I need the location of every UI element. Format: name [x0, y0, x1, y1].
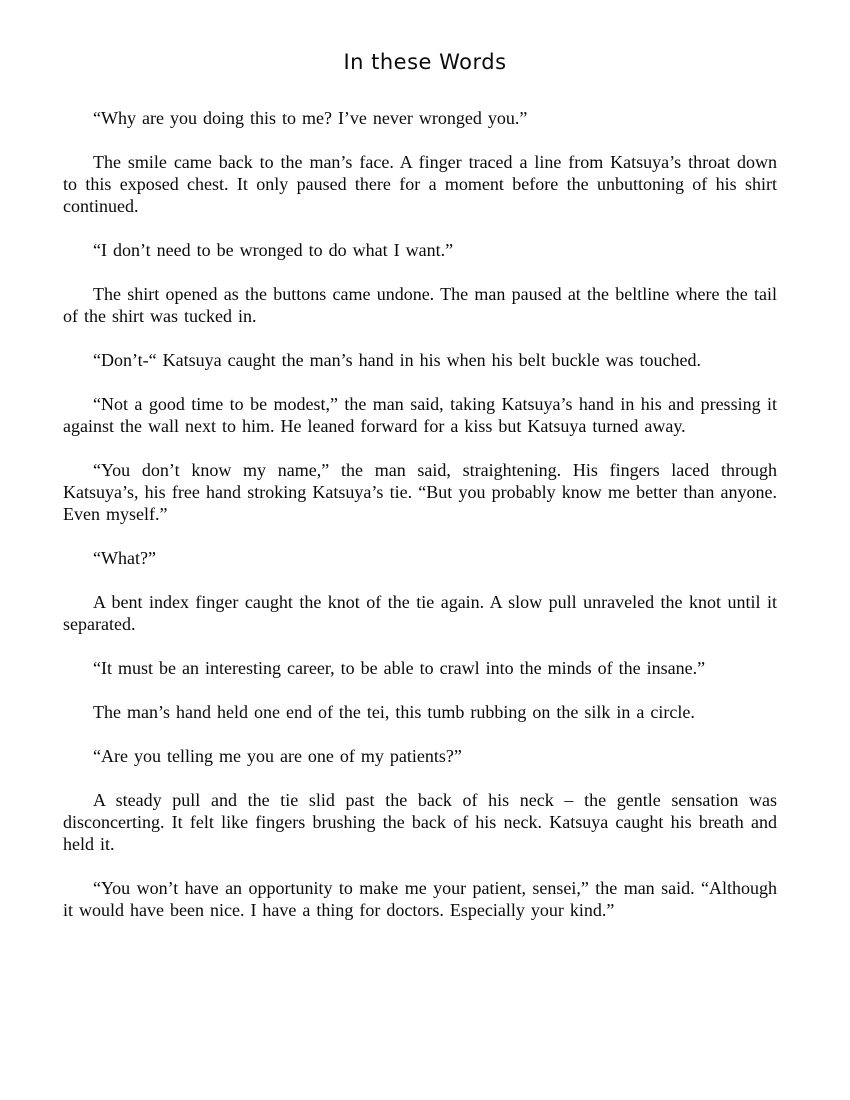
- story-paragraph: The shirt opened as the buttons came undone. The man paused at the beltline where the tail of the shirt was tucked in.: [63, 284, 777, 326]
- story-title: In these Words: [343, 50, 507, 74]
- story-paragraph: A bent index finger caught the knot of the tie again. A slow pull unraveled the knot until it separated.: [63, 592, 777, 634]
- story-body: [0, 107, 777, 921]
- story-paragraph: The smile came back to the man’s face. A finger traced a line from Katsuya’s throat down to this exposed chest. It only paused there for a moment before the unbuttoning of his shirt continued.: [63, 152, 777, 216]
- story-paragraph: “Are you telling me you are one of my patients?”: [93, 746, 462, 766]
- story-paragraph: “Why are you doing this to me? I’ve never wronged you.”: [93, 108, 528, 128]
- story-paragraph: A steady pull and the tie slid past the back of his neck – the gentle sensation was disconcerting. It felt like fingers brushing the back of his neck. Katsuya caught his breath and held it.: [63, 790, 777, 854]
- story-paragraph: “It must be an interesting career, to be able to crawl into the minds of the insane.”: [93, 658, 706, 678]
- story-paragraph: “Not a good time to be modest,” the man said, taking Katsuya’s hand in his and pressing it against the wall next to him. He leaned forward for a kiss but Katsuya turned away.: [63, 394, 777, 436]
- story-paragraph: “You won’t have an opportunity to make me your patient, sensei,” the man said. “Although it would have been nice. I have a thing for doctors. Especially your kind.”: [63, 878, 777, 920]
- story-paragraph: “I don’t need to be wronged to do what I want.”: [93, 240, 454, 260]
- story-paragraph: The man’s hand held one end of the tei, this tumb rubbing on the silk in a circle.: [93, 702, 695, 722]
- story-paragraph: “Don’t-“ Katsuya caught the man’s hand in his when his belt buckle was touched.: [93, 350, 702, 370]
- story-paragraph: “You don’t know my name,” the man said, straightening. His fingers laced through Katsuya’s, his free hand stroking Katsuya’s tie. “But you probably know me better than anyone. Even myself.”: [63, 460, 777, 524]
- story-paragraph: “What?”: [93, 548, 156, 568]
